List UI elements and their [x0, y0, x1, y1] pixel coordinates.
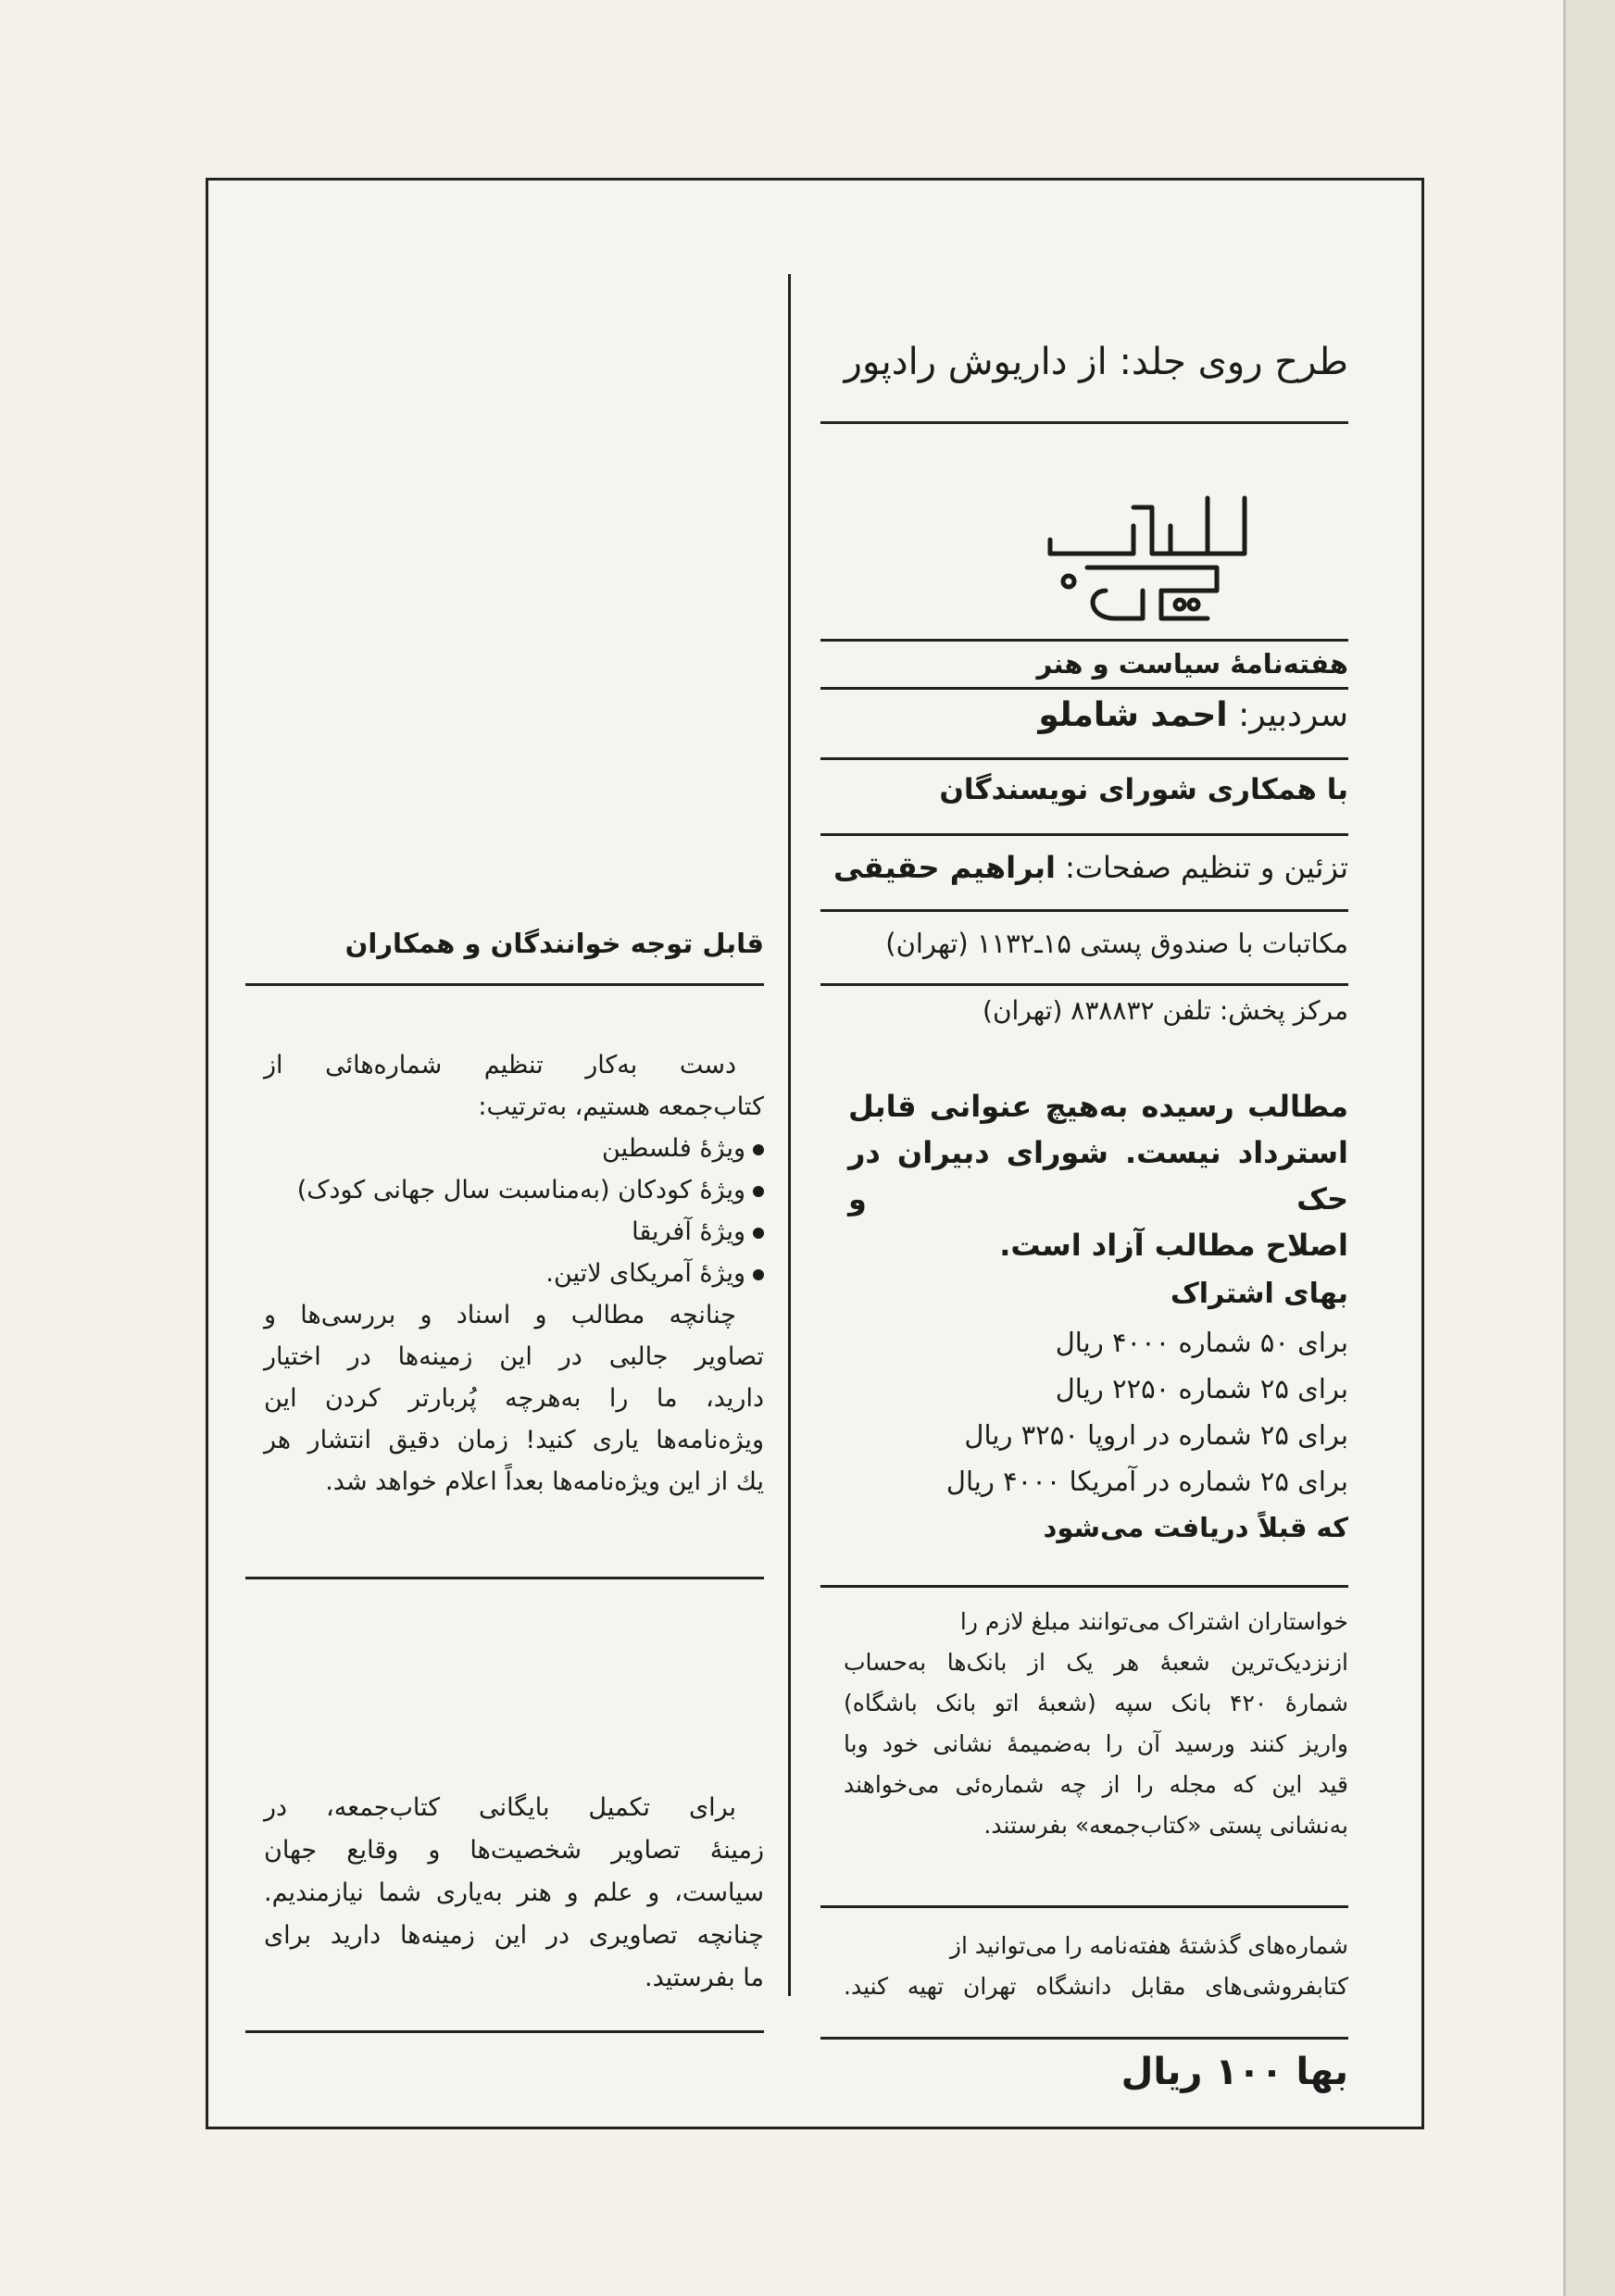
archive-line: زمینهٔ تصاویر شخصیت‌ها و وقایع جهان	[264, 1836, 764, 1865]
policy-line: مطالب رسیده به‌هیچ عنوانی قابل	[848, 1089, 1348, 1124]
notice-item: ویژهٔ کودکان (به‌مناسبت سال جهانی کودک)	[264, 1169, 764, 1211]
payment-line: قید این که مجله را از چه شماره‌ئی می‌خواهند	[844, 1771, 1348, 1798]
kitab-jomeh-logo	[1032, 489, 1263, 628]
back-issues-line: شماره‌های گذشتهٔ هفته‌نامه را می‌توانید از	[949, 1932, 1348, 1959]
collaboration-line: با همکاری شورای نویسندگان	[939, 773, 1348, 806]
divider	[820, 2037, 1348, 2040]
layout-credit	[833, 850, 1348, 885]
right-column	[820, 0, 1348, 2296]
archive-line: سیاست، و علم و هنر به‌یاری شما نیازمندیم.	[264, 1878, 764, 1907]
subscription-rate: برای ۲۵ شماره در آمریکا ۴۰۰۰ ریال	[945, 1466, 1348, 1497]
subscription-rates	[946, 1319, 1348, 1551]
divider	[820, 983, 1348, 986]
divider	[820, 909, 1348, 912]
subscription-rate: برای ۲۵ شماره در اروپا ۳۲۵۰ ریال	[964, 1419, 1348, 1451]
notice-title: قابل توجه خوانندگان و همکاران	[344, 928, 764, 959]
policy-line: اصلاح مطالب آزاد است.	[999, 1228, 1348, 1263]
payment-instructions	[844, 1602, 1348, 1846]
bullet-icon	[753, 1269, 764, 1280]
left-column	[245, 0, 764, 2296]
payment-line: ازنزدیک‌ترین شعبهٔ هر یک از بانک‌ها به‌حساب	[844, 1649, 1348, 1676]
notice-item: ویژهٔ آفریقا	[264, 1211, 764, 1253]
price: بها ۱۰۰ ریال	[1120, 2051, 1348, 2093]
editor-name: احمد شاملو	[1038, 696, 1228, 734]
subscription-rate: برای ۲۵ شماره ۲۲۵۰ ریال	[1055, 1373, 1348, 1404]
layout-label: تزئین و تنظیم صفحات:	[1065, 850, 1348, 885]
notice-body	[264, 1044, 764, 1503]
notice-body-line: چنانچه مطالب و اسناد و بررسی‌ها و	[264, 1301, 736, 1329]
notice-intro-line: کتاب‌جمعه هستیم، به‌ترتیب:	[478, 1092, 764, 1121]
divider	[820, 1585, 1348, 1588]
notice-body-line: یك از این ویژه‌نامه‌ها بعداً اعلام خواهد شد.	[325, 1467, 764, 1496]
editor-label: سردبیر:	[1238, 696, 1348, 734]
archive-line: ما بفرستید.	[644, 1964, 764, 1992]
divider	[245, 2030, 764, 2033]
divider	[820, 639, 1348, 642]
distribution-phone: مرکز پخش: تلفن ۸۳۸۸۳۲ (تهران)	[983, 995, 1348, 1026]
notice-intro-line: دست به‌کار تنظیم شماره‌هائی از	[264, 1051, 736, 1079]
divider	[245, 983, 764, 986]
layout-name: ابراهیم حقیقی	[833, 850, 1056, 885]
archive-line: چنانچه تصاویری در این زمینه‌ها دارید برای	[264, 1921, 764, 1950]
divider	[820, 757, 1348, 760]
mail-address: مکاتبات با صندوق پستی ۱۵ـ۱۱۳۲ (تهران)	[885, 928, 1348, 959]
payment-line: واریز کنند ورسید آن را به‌ضمیمهٔ نشانی خود وبا	[844, 1730, 1348, 1757]
subscription-rate: برای ۵۰ شماره ۴۰۰۰ ریال	[1055, 1327, 1348, 1358]
notice-body-line: ویژه‌نامه‌ها یاری کنید! زمان دقیق انتشار هر	[264, 1426, 764, 1454]
notice-item: ویژهٔ آمریکای لاتین.	[264, 1253, 764, 1294]
cover-design-credit: طرح روی جلد: از داریوش رادپور	[844, 341, 1348, 383]
subscription-title: بهای اشتراک	[1171, 1278, 1348, 1310]
divider	[820, 421, 1348, 424]
editor-line	[1038, 696, 1348, 734]
divider	[820, 687, 1348, 690]
policy-line: استرداد نیست. شورای دبیران در حک و	[848, 1135, 1348, 1217]
archive-request	[264, 1787, 764, 2000]
back-issues	[844, 1926, 1348, 2007]
bullet-icon	[753, 1186, 764, 1197]
payment-line: به‌نشانی پستی «کتاب‌جمعه» بفرستند.	[983, 1812, 1348, 1839]
column-divider	[788, 274, 791, 1996]
bullet-icon	[753, 1228, 764, 1239]
back-issues-line: کتابفروشی‌های مقابل دانشگاه تهران تهیه کنید.	[844, 1973, 1348, 2000]
divider	[245, 1577, 764, 1579]
notice-body-line: دارید، ما را به‌هرچه پُربارتر کردن این	[264, 1384, 764, 1413]
magazine-subtitle: هفته‌نامهٔ سیاست و هنر	[1036, 648, 1348, 680]
divider	[820, 833, 1348, 836]
notice-item: ویژهٔ فلسطین	[264, 1128, 764, 1169]
payment-line: شمارهٔ ۴۲۰ بانک سپه (شعبهٔ اتو بانک باشگاه)	[844, 1690, 1348, 1716]
notice-body-line: تصاویر جالبی در این زمینه‌ها در اختیار	[264, 1342, 764, 1371]
bullet-icon	[753, 1144, 764, 1155]
archive-line: برای تکمیل بایگانی کتاب‌جمعه، در	[264, 1793, 736, 1822]
subscription-note: که قبلاً دریافت می‌شود	[1043, 1512, 1348, 1543]
divider	[820, 1905, 1348, 1908]
payment-line: خواستاران اشتراک می‌توانند مبلغ لازم را	[959, 1608, 1348, 1635]
page-edge	[1563, 0, 1615, 2296]
policy-paragraph	[848, 1083, 1348, 1268]
